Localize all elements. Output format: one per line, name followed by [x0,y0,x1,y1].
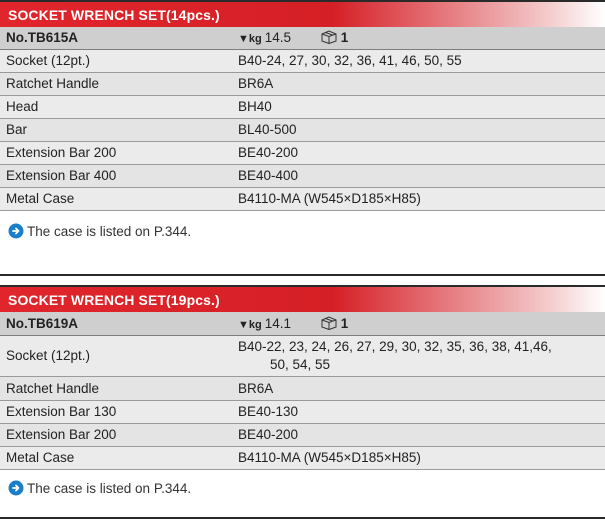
table-row [0,187,605,210]
table-row [0,49,605,72]
table-header-row [0,312,605,335]
table-header-row [0,27,605,49]
box-qty-value: 1 [340,315,349,331]
item-code: BR6A [228,376,605,400]
item-name: Extension Bar 400 [0,164,228,187]
box-qty-value: 1 [340,30,349,46]
item-code: B4110-MA (W545×D185×H85) [228,187,605,210]
weight-value: 14.1 [264,315,292,331]
item-code: BE40-400 [228,164,605,187]
item-code-line: B40-22, 23, 24, 26, 27, 29, 30, 32, 35, 36, 38, 41,46, [238,338,552,354]
item-name: Bar [0,118,228,141]
weight-value: 14.5 [264,30,292,46]
table-row [0,376,605,400]
item-name: Extension Bar 200 [0,141,228,164]
item-code [228,335,605,376]
set-title-banner [0,0,605,27]
set-19pcs [0,285,605,496]
table-row [0,446,605,469]
spec-table [0,27,605,211]
case-note [0,223,605,239]
section-divider [0,274,605,276]
table-row [0,164,605,187]
item-code-line: 50, 54, 55 [270,356,331,372]
item-code: B40-24, 27, 30, 32, 36, 41, 46, 50, 55 [228,49,605,72]
weight-triangle-icon: ▼ [238,33,249,46]
item-name: Metal Case [0,446,228,469]
box-qty-icon [321,30,337,44]
item-code: B4110-MA (W545×D185×H85) [228,446,605,469]
item-name: Socket (12pt.) [0,335,228,376]
table-row [0,335,605,376]
set-title: SOCKET WRENCH SET(14pcs.) [8,7,220,23]
model-number: No.TB615A [0,27,228,49]
arrow-circle-icon [8,480,24,496]
table-row [0,72,605,95]
item-name: Ratchet Handle [0,376,228,400]
arrow-circle-icon [8,223,24,239]
set-title: SOCKET WRENCH SET(19pcs.) [8,292,220,308]
item-code: BE40-200 [228,141,605,164]
weight-info [238,316,291,331]
weight-unit: kg [248,318,262,331]
table-row [0,400,605,423]
note-text: The case is listed on P.344. [27,223,192,239]
set-title-banner [0,285,605,312]
item-code: BE40-200 [228,423,605,446]
item-name: Head [0,95,228,118]
spec-table [0,312,605,470]
item-name: Extension Bar 200 [0,423,228,446]
table-row [0,95,605,118]
weight-info [238,30,291,45]
case-note [0,480,605,496]
set-14pcs [0,0,605,239]
item-name: Extension Bar 130 [0,400,228,423]
weight-unit: kg [248,33,262,46]
table-row [0,118,605,141]
item-name: Ratchet Handle [0,72,228,95]
model-number: No.TB619A [0,312,228,335]
section-divider [0,517,605,519]
weight-triangle-icon: ▼ [238,318,249,331]
box-qty-icon [321,316,337,330]
item-code: BH40 [228,95,605,118]
weight-qty-cell [228,312,605,335]
table-row [0,141,605,164]
item-code: BL40-500 [228,118,605,141]
item-name: Socket (12pt.) [0,49,228,72]
item-name: Metal Case [0,187,228,210]
item-code: BR6A [228,72,605,95]
weight-qty-cell [228,27,605,49]
item-code: BE40-130 [228,400,605,423]
note-text: The case is listed on P.344. [27,480,192,496]
table-row [0,423,605,446]
